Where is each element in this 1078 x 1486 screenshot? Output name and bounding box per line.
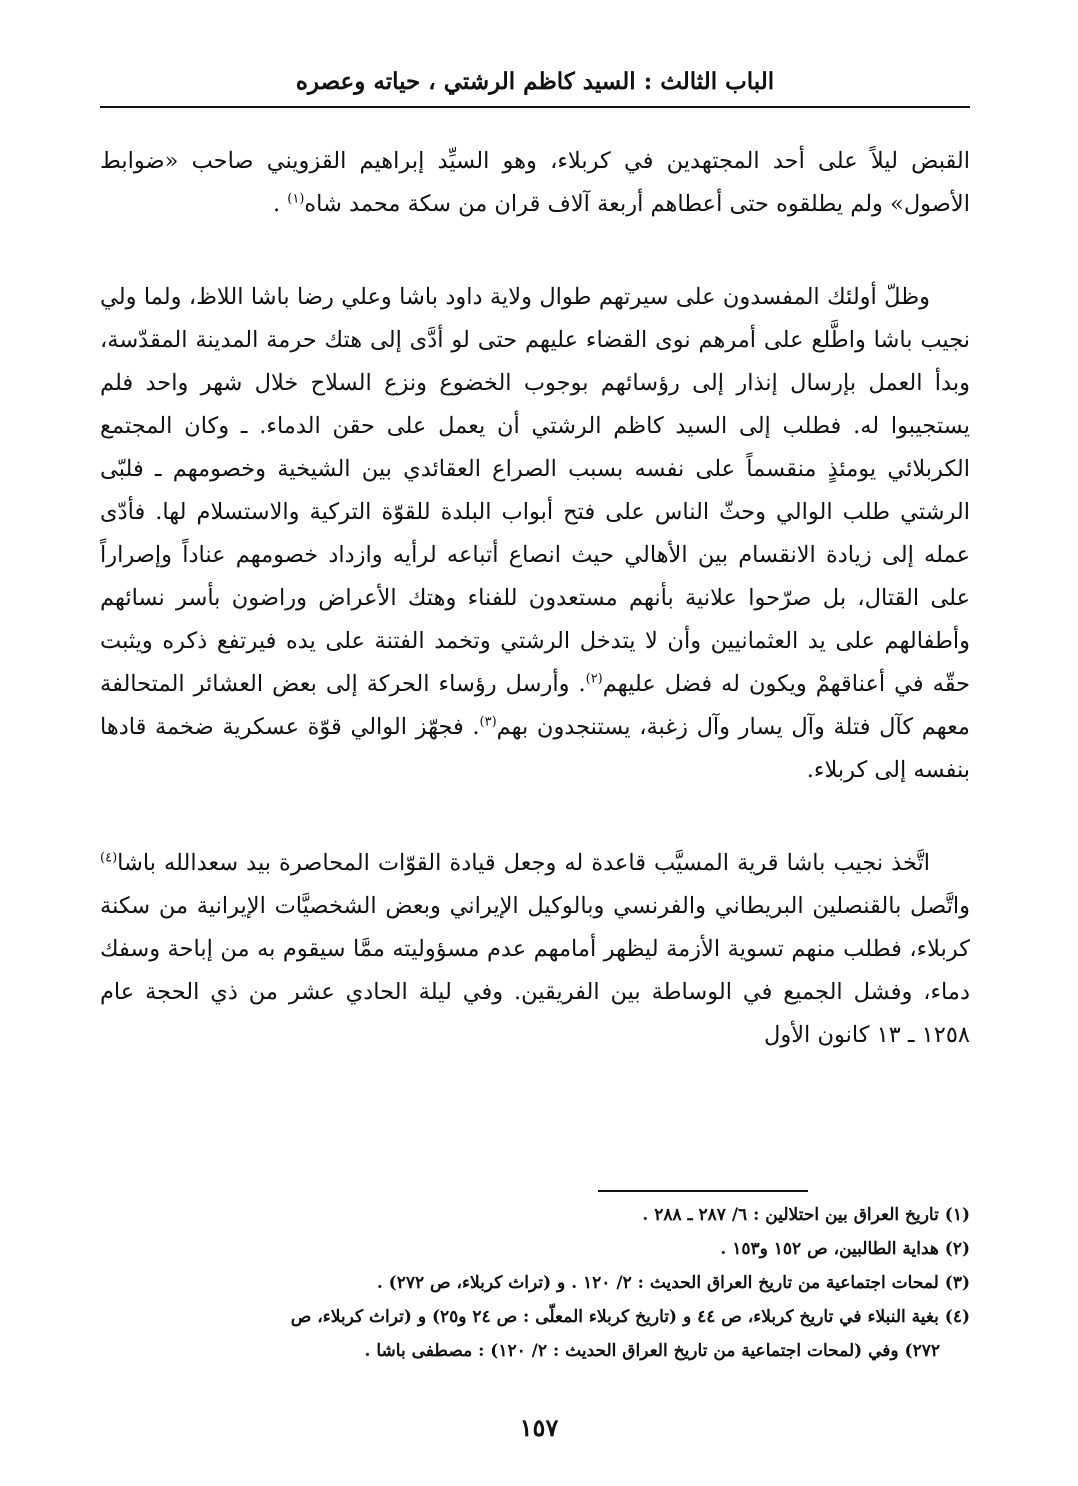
footnote-4: (٤) بغية النبلاء في تاريخ كربلاء، ص ٤٤ و (تاريخ كربلاء المعلّى : ص ٢٤ و٢٥) و (تراث كربلاء، ص [290, 1307, 970, 1327]
footnote-4-continuation: ٢٧٢) وفي (لمحات اجتماعية من تاريخ العراق الحديث : ٢/ ١٢٠) : مصطفى باشا . [364, 1341, 940, 1361]
footnote-2: (٢) هداية الطالبين، ص ١٥٢ و١٥٣ . [720, 1239, 970, 1259]
paragraph-2-text: وظلّ أولئك المفسدون على سيرتهم طوال ولاية داود باشا وعلي رضا باشا اللاظ، ولما ولي نجيب باشا واطَّلع على أمرهم نوى القضاء عليهم حتى لو أدَّى إلى هتك حرمة المدينة المقدّسة، وبدأ العمل بإرسال إنذار إلى رؤسائهم بوجوب الخضوع ونزع السلاح خلال شهر واحد فلم يستجيبوا له. فطلب إلى السيد كاظم الرشتي أن يعمل على حقن الدماء. ـ وكان المجتمع الكربلائي يومئذٍ منقسماً على نفسه بسبب الصراع العقائدي بين الشيخية وخصومهم ـ فلبّى الرشتي طلب الوالي وحثّ الناس على فتح أبواب البلدة للقوّة التركية والاستسلام لها. فأدّى عمله إلى زيادة الانقسام بين الأهالي حيث انصاع أتباعه لرأيه وازداد خصومهم عناداً وإصراراً على القتال، بل صرّحوا علانية بأنهم مستعدون للفناء وهتك الأعراض وراضون بأسر نسائهم وأطفالهم على يد العثمانيين وأن لا يتدخل الرشتي وتخمد الفتنة على يده فيرتفع ذكره ويثبت حقّه في أعناقهمْ ويكون له فضل عليهم [100, 284, 971, 697]
footnote-1: (١) تاريخ العراق بين احتلالين : ٦/ ٢٨٧ ـ ٢٨٨ . [642, 1205, 970, 1225]
footnote-ref-4: (٤) [100, 850, 118, 866]
footnotes [100, 1198, 970, 1368]
paragraph-1 [100, 140, 970, 226]
footnote-ref-1: (١) [287, 191, 305, 207]
paragraph-2-end: . فجهّز الوالي قوّة عسكرية ضخمة قادها بنفسه إلى كربلاء. [100, 714, 970, 783]
paragraph-2-text2: . وأرسل رؤساء الحركة إلى بعض العشائر المتحالفة معهم كآل فتلة وآل يسار وآل زغبة، يستنجدون بهم [100, 671, 970, 740]
paragraph-3-end: واتَّصل بالقنصلين البريطاني والفرنسي وبالوكيل الإيراني وبعض الشخصيَّات الإيرانية من سكنة كربلاء، فطلب منهم تسوية الأزمة ليظهر أمامهم عدم مسؤوليته ممَّا سيقوم به من إباحة وسفك دماء، وفشل الجميع في الوساطة بين الفريقين. وفي ليلة الحادي عشر من ذي الحجة عام ١٢٥٨ ـ ١٣ كانون الأول [100, 893, 970, 1048]
footnote-3: (٣) لمحات اجتماعية من تاريخ العراق الحديث : ٢/ ١٢٠ . و (تراث كربلاء، ص ٢٧٢) . [376, 1273, 970, 1293]
footnote-ref-3: (٣) [479, 714, 497, 730]
paragraph-1-end: . [272, 191, 288, 217]
page-number: ١٥٧ [519, 1413, 559, 1442]
paragraph-3-text: اتَّخذ نجيب باشا قرية المسيَّب قاعدة له وجعل قيادة القوّات المحاصرة بيد سعدالله باشا [117, 850, 930, 876]
paragraph-2 [100, 276, 970, 792]
running-header: الباب الثالث : السيد كاظم الرشتي ، حياته وعصره [295, 68, 775, 95]
paragraph-1-text: القبض ليلاً على أحد المجتهدين في كربلاء، وهو السيِّد إبراهيم القزويني صاحب «ضوابط الأصول» ولم يطلقوه حتى أعطاهم أربعة آلاف قران من سكة محمد شاه [100, 148, 970, 217]
header-divider [100, 106, 970, 108]
paragraph-3 [100, 842, 970, 1057]
main-text [100, 140, 970, 1057]
footnote-ref-2: (٢) [585, 671, 603, 687]
footnote-divider [598, 1190, 808, 1192]
